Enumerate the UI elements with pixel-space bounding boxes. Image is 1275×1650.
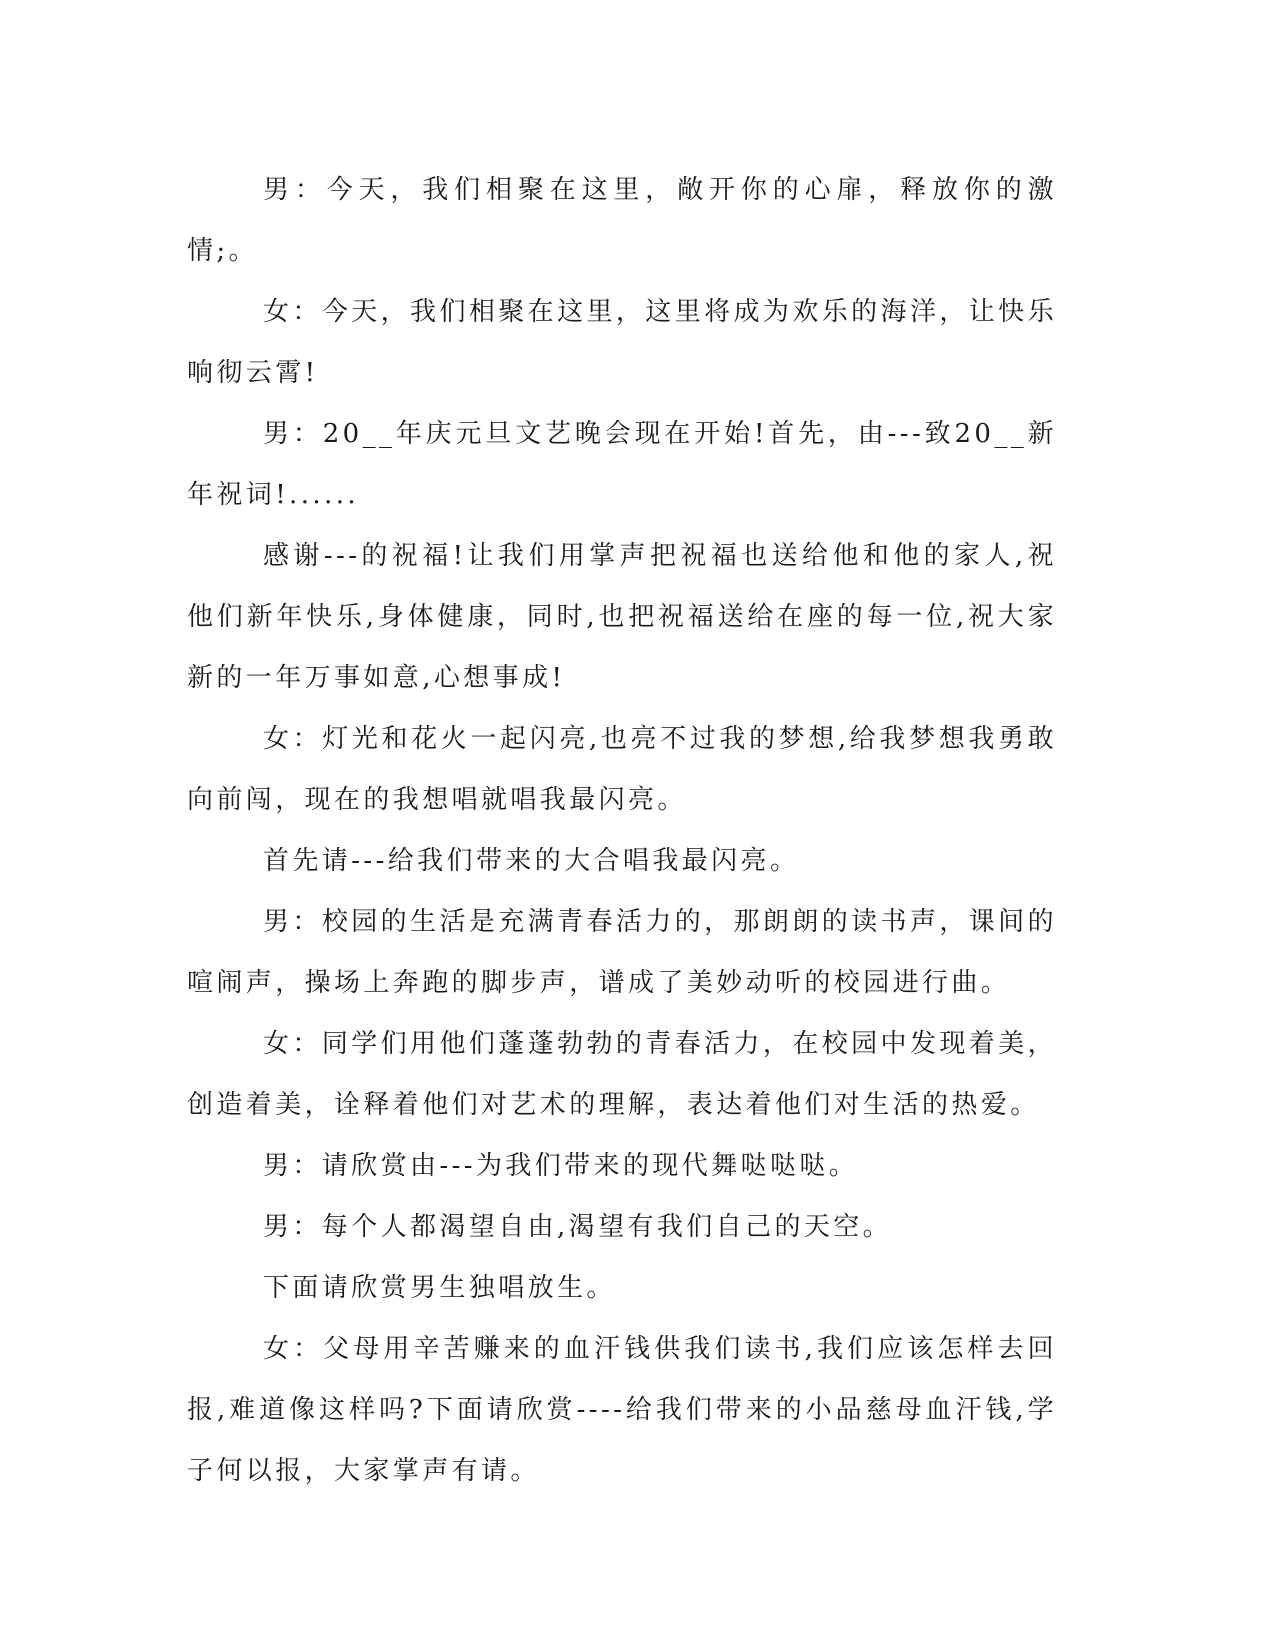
paragraph: 男：请欣赏由---为我们带来的现代舞哒哒哒。 (263, 1151, 859, 1181)
paragraph: 女：父母用辛苦赚来的血汗钱供我们读书,我们应该怎样去回报,难道像这样吗?下面请欣赏----给我们带来的小品慈母血汗钱,学子何以报，大家掌声有请。 (187, 1334, 1057, 1486)
paragraph: 男：20__年庆元旦文艺晚会现在开始!首先，由---致20__新年祝词!...... (187, 419, 1057, 510)
paragraph: 首先请---给我们带来的大合唱我最闪亮。 (263, 846, 800, 876)
paragraph: 下面请欣赏男生独唱放生。 (263, 1273, 616, 1303)
paragraph: 女：今天，我们相聚在这里，这里将成为欢乐的海洋，让快乐响彻云霄! (187, 297, 1057, 388)
paragraph: 男：每个人都渴望自由,渴望有我们自己的天空。 (263, 1212, 893, 1242)
document-body (187, 160, 1057, 1502)
paragraph: 男：校园的生活是充满青春活力的，那朗朗的读书声，课间的喧闹声，操场上奔跑的脚步声，谱成了美妙动听的校园进行曲。 (187, 907, 1057, 998)
paragraph: 感谢---的祝福!让我们用掌声把祝福也送给他和他的家人,祝他们新年快乐,身体健康，同时,也把祝福送给在座的每一位,祝大家新的一年万事如意,心想事成! (187, 541, 1057, 693)
paragraph: 女：同学们用他们蓬蓬勃勃的青春活力，在校园中发现着美，创造着美，诠释着他们对艺术的理解，表达着他们对生活的热爱。 (187, 1029, 1057, 1120)
paragraph: 女：灯光和花火一起闪亮,也亮不过我的梦想,给我梦想我勇敢向前闯，现在的我想唱就唱我最闪亮。 (187, 724, 1057, 815)
paragraph: 男：今天，我们相聚在这里，敞开你的心扉，释放你的激情;。 (187, 175, 1057, 266)
